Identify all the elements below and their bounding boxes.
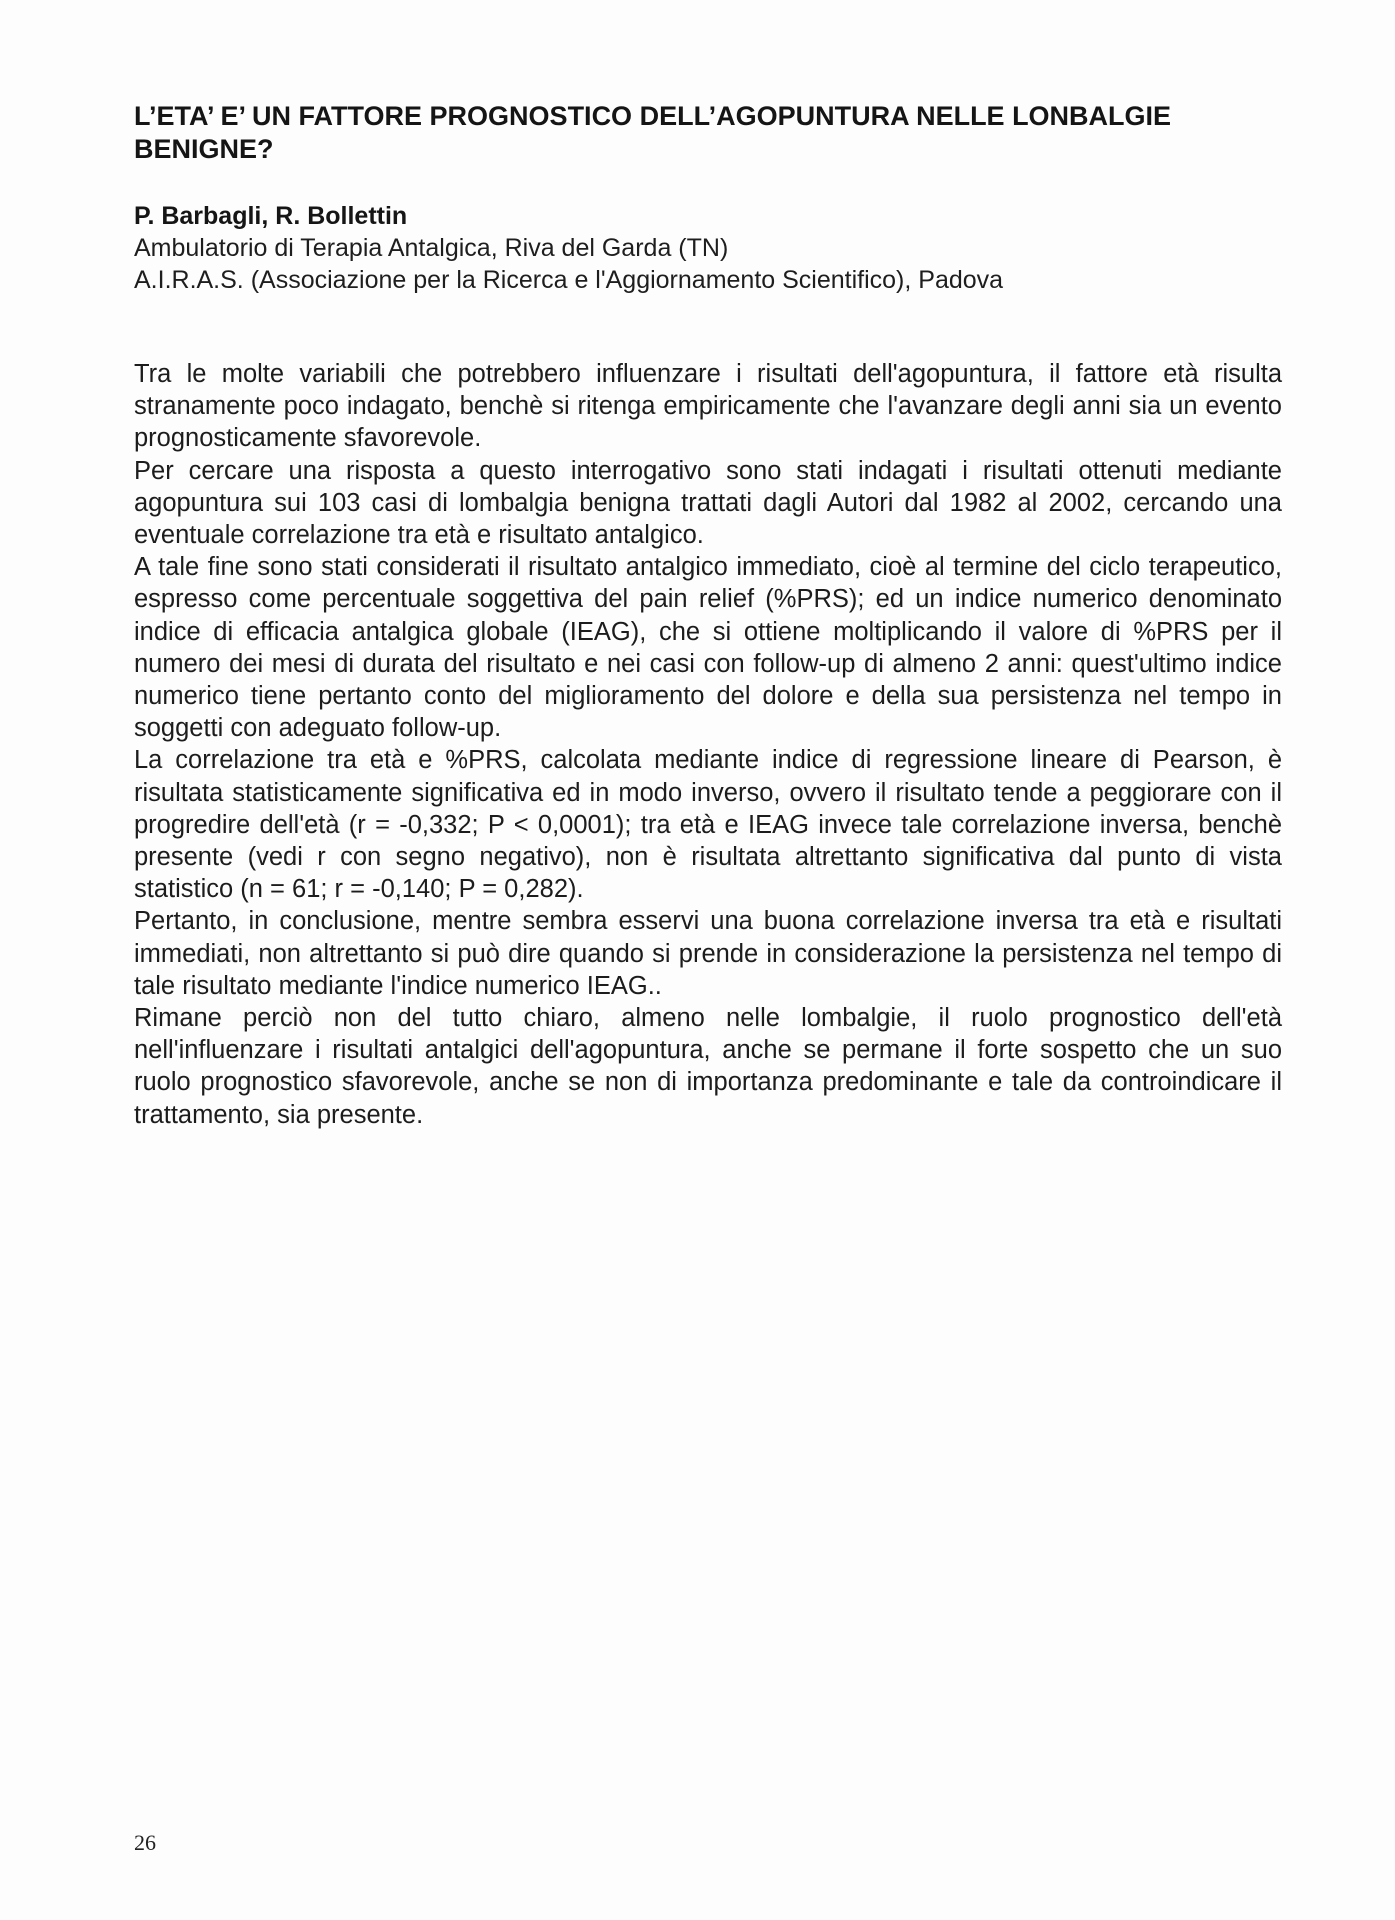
paragraph-methods: Per cercare una risposta a questo interrogativo sono stati indagati i risultati ottenuti mediante agopuntura sui 103 casi di lombalgia benigna trattati dagli Autori dal 1982 al 2002, cercando una eventuale correlazione tra età e risultato antalgico. [134,456,1282,550]
paragraph-intro: Tra le molte variabili che potrebbero influenzare i risultati dell'agopuntura, il fattore età risulta stranamente poco indagato, benchè si ritenga empiricamente che l'avanzare degli anni sia un evento prognosticamente sfavorevole. [134,360,1282,453]
page-number: 26 [134,1830,156,1855]
article-title: L’ETA’ E’ UN FATTORE PROGNOSTICO DELL’AGOPUNTURA NELLE LONBALGIE BENIGNE? [134,101,1172,164]
article-body [134,358,1282,1131]
affiliation-2: A.I.R.A.S. (Associazione per la Ricerca e l'Aggiornamento Scientifico), Padova [134,266,1004,294]
paragraph-conclusion: Pertanto, in conclusione, mentre sembra esservi una buona correlazione inversa tra età e risultati immediati, non altrettanto si può dire quando si prende in considerazione la persistenza nel tempo di tale risultato mediante l'indice numerico IEAG.. [134,907,1282,1000]
paragraph-measures: A tale fine sono stati considerati il risultato antalgico immediato, cioè al termine del ciclo terapeutico, espresso come percentuale soggettiva del pain relief (%PRS); ed un indice numerico denominato indice di efficacia antalgica globale (IEAG), che si ottiene moltiplicando il valore di %PRS per il numero dei mesi di durata del risultato e nei casi con follow-up di almeno 2 anni: quest'ultimo indice numerico tiene pertanto conto del miglioramento del dolore e della sua persistenza nel tempo in soggetti con adeguato follow-up. [134,553,1282,743]
article-authors: P. Barbagli, R. Bollettin [134,202,408,230]
paragraph-final: Rimane perciò non del tutto chiaro, almeno nelle lombalgie, il ruolo prognostico dell'età nell'influenzare i risultati antalgici dell'agopuntura, anche se permane il forte sospetto che un suo ruolo prognostico sfavorevole, anche se non di importanza predominante e tale da controindicare il trattamento, sia presente. [134,1004,1282,1129]
paragraph-results: La correlazione tra età e %PRS, calcolata mediante indice di regressione lineare di Pearson, è risultata statisticamente significativa ed in modo inverso, ovvero il risultato tende a peggiorare con il progredire dell'età (r = -0,332; P < 0,0001); tra età e IEAG invece tale correlazione inversa, benchè presente (vedi r con segno negativo), non è risultata altrettanto significativa dal punto di vista statistico (n = 61; r = -0,140; P = 0,282). [134,746,1282,904]
affiliation-1: Ambulatorio di Terapia Antalgica, Riva del Garda (TN) [134,234,729,262]
